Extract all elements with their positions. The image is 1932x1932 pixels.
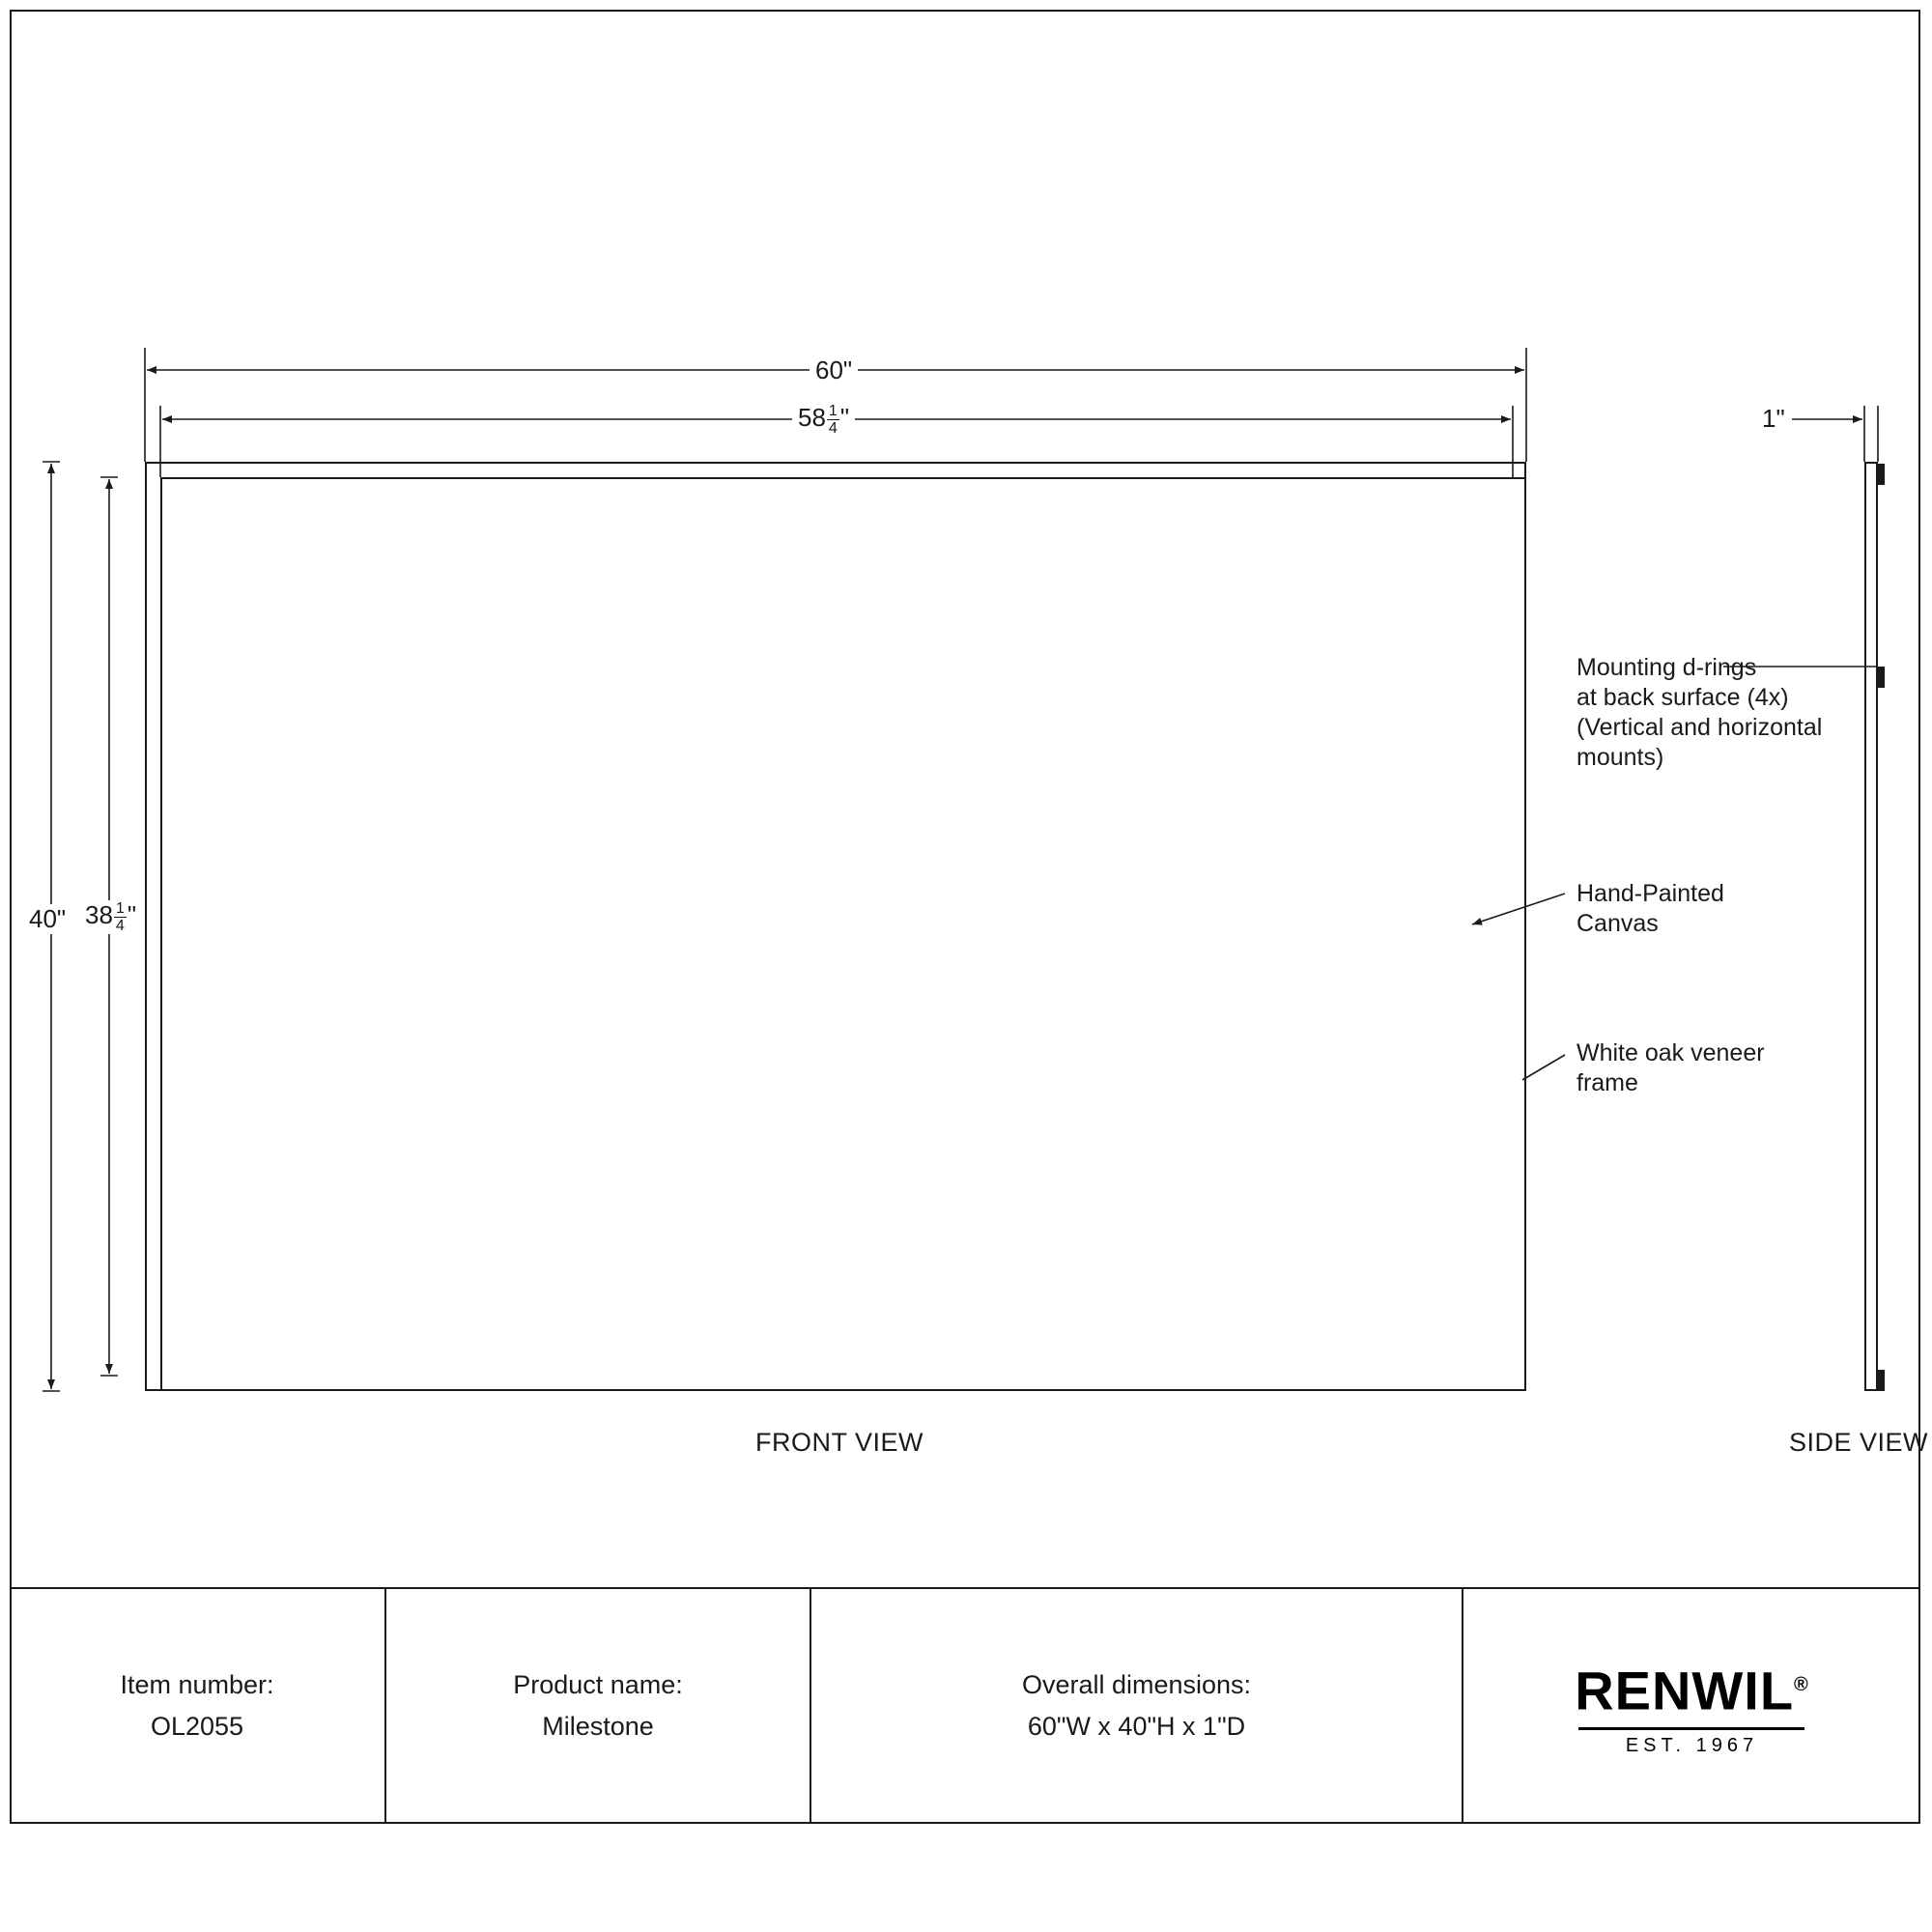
product-name-label: Product name: [513, 1670, 683, 1699]
side-view-label: SIDE VIEW [1789, 1428, 1929, 1457]
callout-line: White oak veneer [1577, 1039, 1765, 1066]
front-view-inner-canvas [160, 477, 1526, 1391]
d-ring-bottom-icon [1878, 1370, 1885, 1391]
overall-dimensions-value: 60"W x 40"H x 1"D [1027, 1712, 1246, 1741]
item-number-label: Item number: [120, 1670, 274, 1699]
title-block-item-number [10, 1589, 386, 1824]
callout-line: at back surface (4x) [1577, 684, 1789, 711]
callout-mounting-d-rings [1577, 653, 1895, 773]
brand-tagline: EST. 1967 [1625, 1734, 1759, 1756]
title-block-overall-dimensions [811, 1589, 1463, 1824]
overall-dimensions-label: Overall dimensions: [1021, 1670, 1252, 1699]
callout-line: Hand-Painted [1577, 880, 1724, 907]
product-name-value: Milestone [542, 1712, 654, 1741]
item-number-value: OL2055 [150, 1712, 244, 1741]
brand-wordmark [1575, 1656, 1809, 1720]
title-block-brand [1463, 1589, 1920, 1824]
callout-white-oak-veneer-frame [1577, 1038, 1866, 1098]
renwil-logo [1575, 1656, 1809, 1757]
title-block-product-name [386, 1589, 811, 1824]
callout-line: mounts) [1577, 744, 1664, 771]
dimension-depth: 1" [1756, 404, 1791, 434]
dimension-inner-width: 58 $\frac{1}{4}$ " [792, 403, 855, 437]
brand-rule [1578, 1727, 1804, 1730]
callout-line: (Vertical and horizontal [1577, 714, 1823, 741]
callout-line: Mounting d-rings [1577, 654, 1757, 681]
dimension-outer-width: 60" [810, 355, 858, 385]
registered-trademark-icon: ® [1794, 1674, 1809, 1696]
title-block [10, 1587, 1920, 1824]
side-view-profile [1864, 462, 1878, 1391]
front-view-label: FRONT VIEW [755, 1428, 924, 1457]
dimension-outer-height: 40" [23, 904, 71, 934]
callout-hand-painted-canvas [1577, 879, 1866, 939]
callout-line: Canvas [1577, 910, 1659, 937]
brand-name: RENWIL [1575, 1660, 1795, 1721]
callout-line: frame [1577, 1069, 1638, 1096]
d-ring-top-icon [1878, 464, 1885, 485]
dimension-inner-height: 38 $\frac{1}{4}$ " [79, 900, 142, 934]
